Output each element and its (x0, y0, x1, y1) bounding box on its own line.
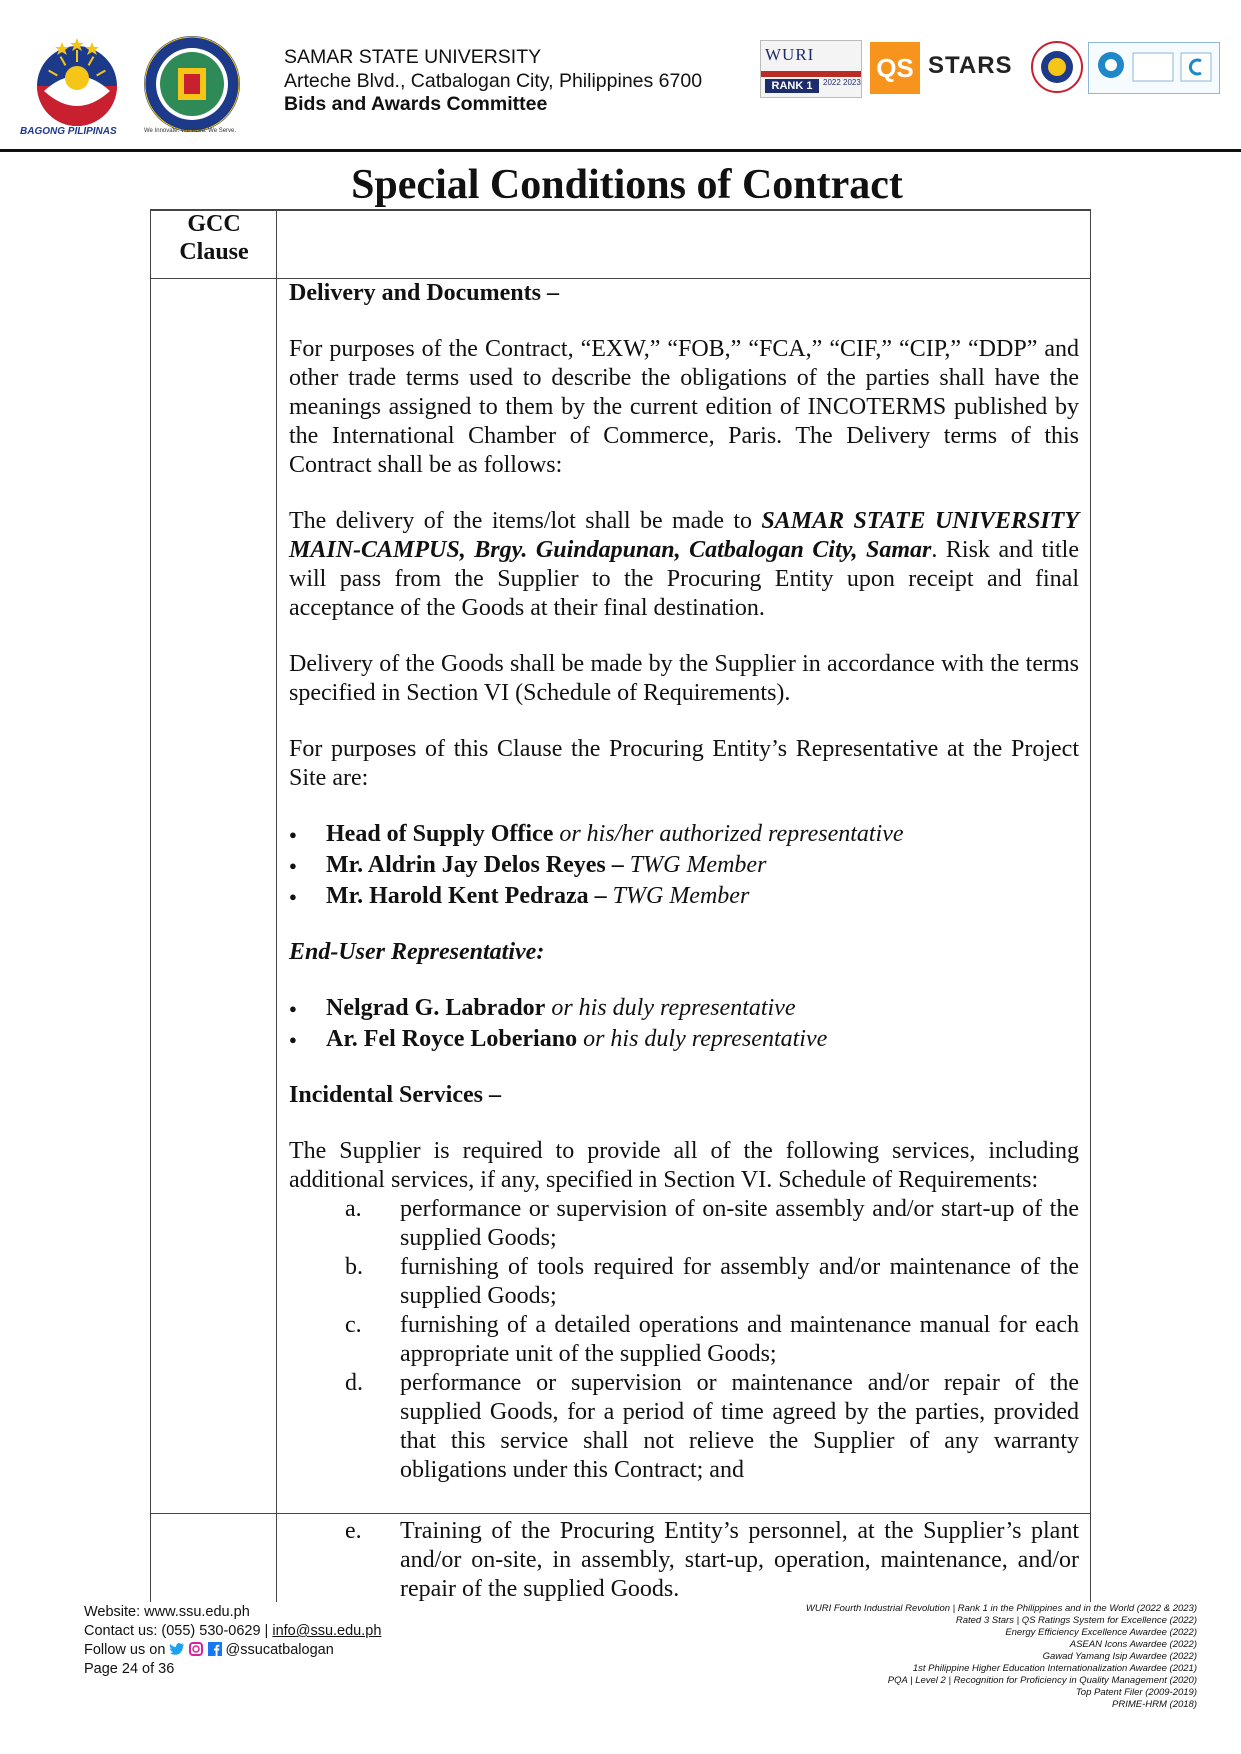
footer-social-line (84, 1641, 381, 1660)
delivery-terms-paragraph: Delivery of the Goods shall be made by the Supplier in accordance with the terms specified in Section VI (Schedule of Requirements). (289, 651, 1079, 706)
award-line: Rated 3 Stars | QS Ratings System for Excellence (2022) (955, 1615, 1197, 1626)
award-line: 1st Philippine Higher Education Internationalization Awardee (2021) (912, 1663, 1197, 1674)
gcc-clause-header-line1: GCC (187, 211, 241, 237)
bagong-pilipinas-text: BAGONG PILIPINAS (20, 126, 117, 137)
award-line: Gawad Yamang Isip Awardee (2022) (1042, 1651, 1197, 1662)
list-item (345, 1311, 1079, 1369)
footer-contact (84, 1603, 381, 1679)
facebook-icon[interactable] (208, 1642, 222, 1656)
award-line: ASEAN Icons Awardee (2022) (1069, 1639, 1197, 1650)
list-marker: a. (345, 1196, 362, 1222)
organization-address: Arteche Blvd., Catbalogan City, Philippines 6700 (284, 69, 703, 92)
incidental-paragraph: The Supplier is required to provide all of the following services, including additional services, if any, specified in Section VI. Schedule of Requirements: (289, 1138, 1079, 1193)
wuri-badge (760, 40, 862, 98)
page-number: Page 24 of 36 (84, 1661, 175, 1677)
wuri-badge-years: 2022 2023 (823, 78, 861, 87)
footer-contact-line (84, 1622, 381, 1641)
wuri-badge-title: WURI (765, 45, 815, 64)
list-item (345, 1253, 1079, 1311)
end-user-role: or his duly representative (577, 1026, 828, 1052)
incoterms-paragraph: For purposes of the Contract, “EXW,” “FOB,” “FCA,” “CIF,” “CIP,” “DDP” and other trade terms used to describe the obligations of the parties shall have the meanings assigned to them by the current edition of INCOTERMS published by the International Chamber of Commerce, Paris. The Delivery terms of this Contract shall be as follows: (289, 336, 1079, 478)
delivery-place-name: SAMAR STATE UNIVERSITY MAIN-CAMPUS, Brgy. Guindapunan, Catbalogan City, Samar (289, 508, 1079, 563)
socotec-iso-logo (1088, 42, 1220, 94)
list-marker: b. (345, 1254, 363, 1280)
page-title: Special Conditions of Contract (351, 162, 903, 208)
ssu-tagline: We Innovate. We Build. We Serve. (144, 128, 237, 134)
incidental-heading: Incidental Services – (289, 1082, 501, 1108)
end-user-name: Ar. Fel Royce Loberiano (326, 1026, 578, 1052)
header-divider (0, 149, 1241, 152)
list-text: furnishing of a detailed operations and maintenance manual for each appropriate unit of the supplied Goods; (400, 1312, 1079, 1367)
table-column-divider (276, 209, 277, 1602)
representative-role: TWG Member (623, 852, 767, 878)
table-border-right (1090, 209, 1091, 1602)
footer-social-handle: @ssucatbalogan (225, 1642, 334, 1658)
award-line: PQA | Level 2 | Recognition for Proficiency in Quality Management (2020) (887, 1675, 1197, 1686)
list-item (289, 994, 1079, 1023)
wuri-badge-bar (761, 71, 861, 77)
table-border-top (150, 209, 1091, 211)
representative-role: TWG Member (606, 883, 750, 909)
list-item (345, 1195, 1079, 1253)
twitter-icon[interactable] (169, 1642, 185, 1656)
list-marker: e. (345, 1518, 362, 1544)
conditions-content-continued (289, 1513, 1079, 1604)
services-list (345, 1195, 1079, 1485)
award-line: Energy Efficiency Excellence Awardee (2022) (1005, 1627, 1197, 1638)
table-border-left (150, 209, 151, 1602)
list-text: Training of the Procuring Entity’s personnel, at the Supplier’s plant and/or on-site, in assembly, start-up, operation, maintenance, and/or repair of the supplied Goods. (400, 1518, 1079, 1602)
end-user-list (289, 994, 1079, 1054)
list-item (289, 1025, 1079, 1054)
list-item (345, 1369, 1079, 1485)
footer-email-link[interactable]: info@ssu.edu.ph (272, 1623, 382, 1639)
wuri-badge-rank: RANK 1 (765, 79, 819, 93)
delivery-place-pre: The delivery of the items/lot shall be made to (289, 508, 762, 534)
list-marker: c. (345, 1312, 362, 1338)
gcc-clause-header-line2: Clause (179, 239, 249, 265)
organization-block (284, 46, 702, 117)
list-item (289, 882, 1079, 911)
footer-awards (806, 1603, 1197, 1711)
list-item (345, 1517, 1079, 1604)
list-text: performance or supervision of on-site assembly and/or start-up of the supplied Goods; (400, 1196, 1079, 1251)
end-user-name: Nelgrad G. Labrador (326, 995, 546, 1021)
list-marker: d. (345, 1370, 363, 1396)
letterhead (0, 0, 1241, 152)
delivery-place-paragraph (289, 507, 1079, 623)
delivery-heading: Delivery and Documents – (289, 280, 559, 306)
footer-website: Website: www.ssu.edu.ph (84, 1604, 250, 1620)
organization-name: SAMAR STATE UNIVERSITY (284, 46, 542, 68)
representative-name: Mr. Harold Kent Pedraza – (326, 883, 607, 909)
representative-name: Mr. Aldrin Jay Delos Reyes – (326, 852, 624, 878)
end-user-role: or his duly representative (545, 995, 796, 1021)
ssu-seal-logo (142, 34, 242, 134)
award-line: PRIME-HRM (2018) (1112, 1699, 1197, 1710)
organization-committee: Bids and Awards Committee (284, 93, 548, 115)
qs-logo: QS (870, 42, 920, 94)
list-text: performance or supervision or maintenance and/or repair of the supplied Goods, for a period of time agreed by the parties, provided that this service shall not relieve the Supplier of any warranty obligations under this Contract; and (400, 1370, 1079, 1483)
list-text: furnishing of tools required for assembly and/or maintenance of the supplied Goods; (400, 1254, 1079, 1309)
delivery-place-post: . Risk and title will pass from the Supplier to the Procuring Entity upon receipt and final acceptance of the Goods at their final destination. (289, 537, 1079, 621)
footer-phone: Contact us: (055) 530-0629 | (84, 1623, 273, 1639)
representative-role: or his/her authorized representative (553, 821, 904, 847)
end-user-heading: End-User Representative: (289, 939, 545, 965)
pqa-award-logo (1030, 40, 1084, 94)
conditions-content (289, 279, 1079, 1485)
list-item (289, 851, 1079, 880)
award-line: WURI Fourth Industrial Revolution | Rank 1 in the Philippines and in the World (2022 & 2023) (805, 1603, 1197, 1614)
instagram-icon[interactable] (189, 1642, 203, 1656)
bagong-pilipinas-logo (22, 36, 132, 140)
services-list-continued (345, 1517, 1079, 1604)
representative-name: Head of Supply Office (326, 821, 554, 847)
representatives-list (289, 820, 1079, 911)
footer-follow-label: Follow us on (84, 1642, 170, 1658)
representative-intro-paragraph: For purposes of this Clause the Procuring Entity’s Representative at the Project Site are: (289, 736, 1079, 791)
qs-stars-text: STARS (928, 52, 1013, 79)
award-line: Top Patent Filer (2009-2019) (1075, 1687, 1197, 1698)
list-item (289, 820, 1079, 849)
gcc-clause-header (152, 210, 276, 266)
